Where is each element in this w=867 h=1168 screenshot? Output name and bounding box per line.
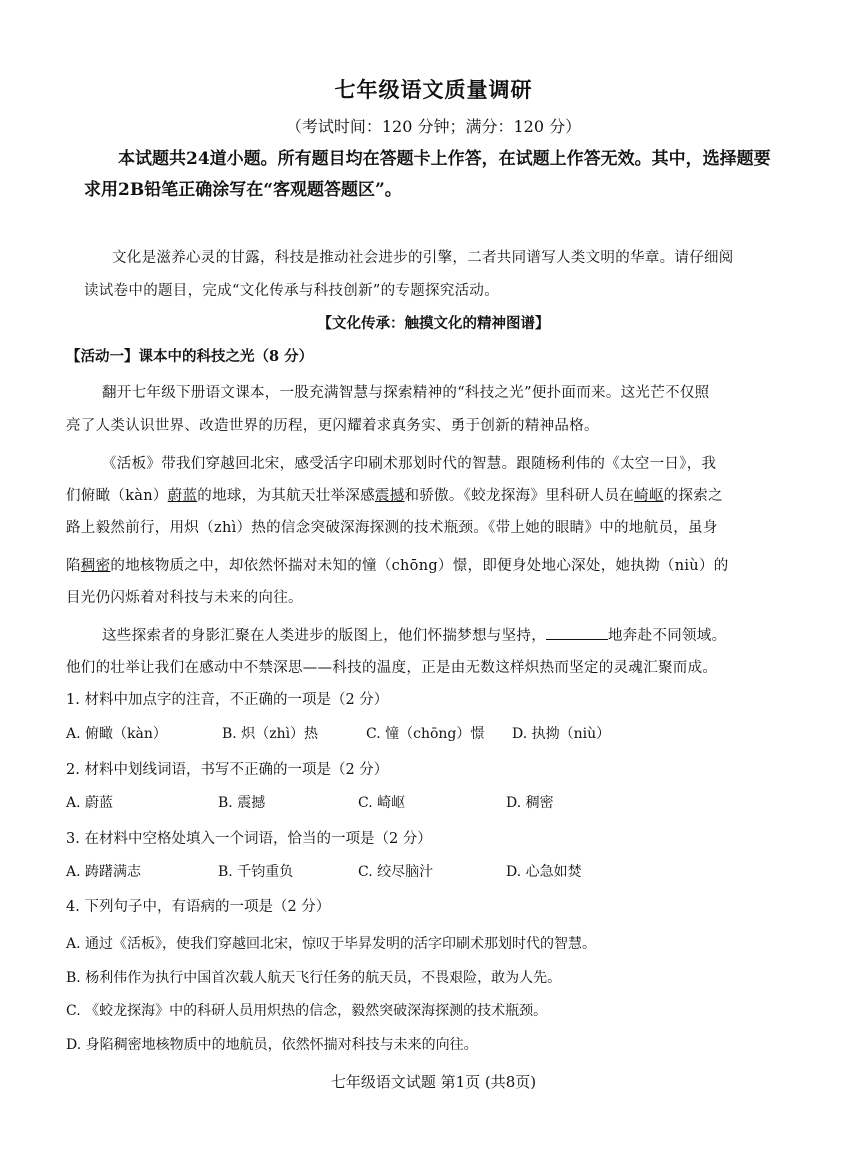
passage-p2-line-1: 《活板》带我们穿越回北宋，感受活字印刷术那划时代的智慧。跟随杨利伟的《太空一日》，我 [102,456,717,472]
question-1-option-c: C. 憧（chōng）憬 [366,726,485,742]
passage-text: 这些探索者的身影汇聚在人类进步的版图上，他们怀揣梦想与坚持， [102,628,546,644]
question-2-option-a: A. 蔚蓝 [66,795,114,811]
question-3-option-b: B. 千钧重负 [218,864,294,880]
exam-time-info: （考试时间：120 分钟；满分：120 分） [285,117,582,136]
underlined-word: 崎岖 [634,488,664,504]
question-2-stem: 2. 材料中划线词语，书写不正确的一项是（2 分） [66,762,389,778]
question-1-option-a: A. 俯瞰（kàn） [66,726,167,742]
section-title: 【文化传承：触摸文化的精神图谱】 [317,315,550,332]
passage-p2-line-2 [66,484,723,505]
question-4-option-c: C. 《蛟龙探海》中的科研人员用炽热的信念，毅然突破深海探测的技术瓶颈。 [66,1003,548,1019]
passage-text: 们俯瞰（kàn） [66,488,168,504]
page-footer: 七年级语文试题 第1页 (共8页) [330,1073,537,1091]
question-3-stem: 3. 在材料中空格处填入一个词语，恰当的一项是（2 分） [66,831,432,847]
page-title: 七年级语文质量调研 [334,77,533,102]
passage-text: 和骄傲。《蛟龙探海》里科研人员在 [404,488,635,504]
question-1-stem: 1. 材料中加点字的注音，不正确的一项是（2 分） [66,692,389,708]
intro-line-1: 文化是滋养心灵的甘露，科技是推动社会进步的引擎，二者共同谱写人类文明的华章。请仔细阅 [112,250,734,266]
passage-p2-line-5: 目光仍闪烁着对科技与未来的向往。 [66,590,303,606]
fill-blank [546,627,608,640]
passage-text: 的地球，为其航天壮举深感 [197,488,375,504]
question-4-option-b: B. 杨利伟作为执行中国首次载人航天飞行任务的航天员，不畏艰险，敢为人先。 [66,970,562,986]
intro-line-2: 读试卷中的题目，完成“文化传承与科技创新”的专题探究活动。 [84,283,500,299]
question-1-option-d: D. 执拗（niù） [512,726,611,742]
question-3-option-d: D. 心急如焚 [506,864,582,880]
passage-text: 的探索之 [663,488,723,504]
passage-p2-line-4 [66,554,729,575]
question-2-option-c: C. 崎岖 [358,795,406,811]
passage-p1-line-2: 亮了人类认识世界、改造世界的历程，更闪耀着求真务实、勇于创新的精神品格。 [66,418,599,434]
question-3-option-c: C. 绞尽脑汁 [358,864,434,880]
question-4-option-d: D. 身陷稠密地核物质中的地航员，依然怀揣对科技与未来的向往。 [66,1037,478,1053]
question-2-option-b: B. 震撼 [218,795,266,811]
underlined-word: 蔚蓝 [167,488,198,504]
question-4-option-a: A. 通过《活板》，使我们穿越回北宋，惊叹于毕昇发明的活字印刷术那划时代的智慧。 [66,936,597,952]
passage-p1-line-1: 翻开七年级下册语文课本，一股充满智慧与探索精神的“科技之光”便扑面而来。这光芒不仅照 [102,385,710,401]
activity-1-title: 【活动一】课本中的科技之光（8 分） [66,348,314,365]
question-2-option-d: D. 稠密 [506,795,554,811]
passage-p3-line-2: 他们的壮举让我们在感动中不禁深思——科技的温度，正是由无数这样炽热而坚定的灵魂汇聚而成。 [66,660,718,676]
passage-p3-line-1 [102,624,726,645]
passage-text: 的地核物质之中，却依然怀揣对未知的憧（chōng）憬，即便身处地心深处，她执拗（niù）的 [110,558,729,574]
passage-text: 地奔赴不同领域。 [608,628,727,644]
question-4-stem: 4. 下列句子中，有语病的一项是（2 分） [66,899,331,915]
exam-instructions: 本试题共24道小题。所有题目均在答题卡上作答，在试题上作答无效。其中，选择题要求用2B铅笔正确涂写在“客观题答题区”。 [84,149,771,200]
underlined-word: 稠密 [80,558,111,574]
question-3-option-a: A. 踌躇满志 [66,864,142,880]
underlined-word: 震撼 [374,488,405,504]
passage-text: 陷 [66,558,81,574]
passage-p2-line-3: 路上毅然前行，用炽（zhì）热的信念突破深海探测的技术瓶颈。《带上她的眼睛》中的地航员，虽身 [66,520,718,536]
question-1-option-b: B. 炽（zhì）热 [222,726,319,742]
